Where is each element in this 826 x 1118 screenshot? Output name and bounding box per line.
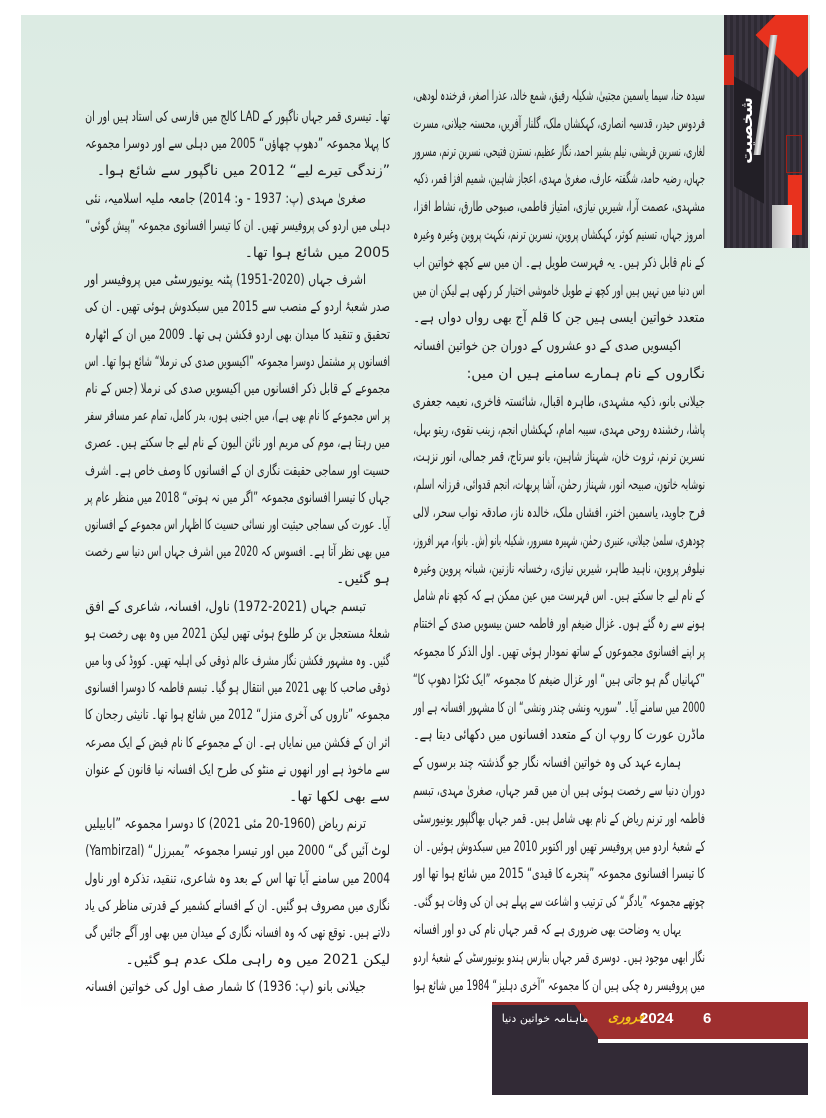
text-line: اس دنیا میں نہیں ہیں اور کچھ نے طویل خاموشی اختیار کر رکھی ہے لیکن ان میں xyxy=(412,282,705,299)
text-line: نگاروں کے نام ہمارے سامنے ہیں ان میں: xyxy=(466,366,705,382)
footer-year: 2024 xyxy=(640,1010,674,1027)
text-line: میں رہتا ہے، موم کی مریم اور نائن الیون کے نام لیے جا سکتے ہیں۔ عصری xyxy=(84,435,390,452)
text-line: 2000 میں سامنے آیا۔ ”سوریہ ونشی چندر ونشی“ ان کا مشہور افسانہ ہے اور xyxy=(413,699,705,716)
footer-magazine-name: ماہنامہ خواتین دنیا xyxy=(501,1012,589,1025)
text-line: کا تیسرا افسانوی مجموعہ ”پنجرے کا قیدی“ 2015 میں شائع ہوا تھا اور xyxy=(413,866,705,883)
footer-divider xyxy=(598,1039,808,1043)
text-line: نوشابہ خاتون، صبیحہ انور، شہناز رحمٰن، آشا پربھات، انجم قدوائی، فرزانہ اسلم، xyxy=(413,477,705,494)
text-line: لغاری، نسرین قریشی، نیلم بشیر احمد، نگار عظیم، نسترن فتیحی، نسرین ترنم، مسرور xyxy=(412,143,705,160)
text-line: مجموعے کے قابل ذکر افسانوں میں اکیسویں صدی کی نرملا (جس کے نام xyxy=(85,381,391,397)
text-line: سے ماخوذ ہے اور انھوں نے منٹو کی طرح ایک افسانہ نیا قانون کے عنوان xyxy=(85,761,391,778)
text-line: پاشا، رخشندہ روحی مہدی، سیبہ امام، کہکشاں انجم، زینب نقوی، ریتو بہل، xyxy=(413,421,705,438)
text-line: ہو گئیں۔ xyxy=(336,571,390,588)
text-line: ”کہانیاں گم ہو جاتی ہیں“ اور غزال ضیغم کا مجموعہ ”ایک ٹکڑا دھوپ کا“ xyxy=(412,671,705,688)
text-line: شعلۂ مستعجل بن کر طلوع ہوئی تھیں لیکن 2021 میں وہ بھی رخصت ہو xyxy=(85,625,390,642)
text-line: متعدد خواتین ایسی ہیں جن کا قلم آج بھی رواں دواں ہے۔ xyxy=(413,310,705,327)
text-line: دہلی میں اردو کی پروفیسر تھیں۔ ان کا تیسرا افسانوی مجموعہ ”پیش گوئی“ xyxy=(85,217,390,234)
text-line: تبسم جہاں (2021-1972) ناول، افسانہ، شاعری کے افق xyxy=(85,598,366,615)
text-line: ماڈرن عورت کا روپ ان کے متعدد افسانوں میں دکھائی دیتا ہے۔ xyxy=(413,727,705,744)
article-column-left xyxy=(85,109,390,1009)
text-line: نگار ابھی موجود ہیں۔ دوسری قمر جہاں بنارس ہندو یونیورسٹی کے شعبۂ اردو xyxy=(413,949,705,966)
page-number: 6 xyxy=(703,1010,712,1027)
text-line: یہاں یہ وضاحت بھی ضروری ہے کہ قمر جہاں نام کی دو اور افسانہ xyxy=(412,922,681,938)
text-line: نسرین ترنم، ثروت خان، شہناز شاہین، بانو سرتاج، قمر جمالی، انور نزہت، xyxy=(412,449,705,466)
text-line: تحقیق و تنقید کا میدان بھی اردو فکشن ہی تھا۔ 2009 میں ان کے اٹھارہ xyxy=(84,326,390,343)
text-line: اشرف جہاں (2020-1951) پٹنہ یونیورسٹی میں پروفیسر اور xyxy=(84,272,366,289)
text-line: کے نام لیے جا سکتے ہیں۔ اس فہرست میں عین ممکن ہے کہ کچھ نام شامل xyxy=(413,588,705,605)
text-line: تھا۔ تیسری قمر جہاں ناگپور کے LAD کالج میں فارسی کی استاد ہیں اور ان xyxy=(85,109,390,125)
text-line: چوتھے مجموعہ ”یادگر“ کی ترتیب و اشاعت سے پہلے ہی ان کی وفات ہو گئی۔ xyxy=(412,894,705,911)
text-line: حسیت اور سماجی حقیقت نگاری ان کے افسانوں کا وصف خاص ہے۔ اشرف xyxy=(85,462,390,479)
text-line: کے نام قابل ذکر ہیں۔ یہ فہرست طویل ہے۔ ان میں سے کچھ خواتین اب xyxy=(413,254,705,271)
text-line: نگاری میں مصروف ہو گئیں۔ ان کے افسانے کشمیر کے قدرتی مناظر کی یاد xyxy=(84,897,391,914)
text-line: ہمارے عہد کی وہ خواتین افسانہ نگار جو گذشتہ چند برسوں کے xyxy=(412,755,681,772)
section-title xyxy=(726,95,766,165)
text-line: کے شعبۂ اردو میں پروفیسر تھیں اور اکتوبر 2010 میں سبکدوش ہوئیں۔ ان xyxy=(413,838,705,855)
text-line: کا پہلا مجموعہ ”دھوپ چھاؤں“ 2005 میں دہلی سے اور دوسرا مجموعہ xyxy=(85,136,390,153)
text-line: جیلانی بانو، ذکیہ مشہدی، طاہرہ اقبال، شائستہ فاخری، نعیمہ جعفری xyxy=(412,393,705,410)
text-line: فاطمہ اور ترنم ریاض کے نام بھی شامل ہیں۔ قمر جہاں بھاگلپور یونیورسٹی xyxy=(413,810,705,827)
text-line: دلاتے ہیں۔ توقع تھی کہ وہ افسانہ نگاری کے میدان میں بھی اور آگے جائیں گی xyxy=(84,925,391,941)
text-line: میں پروفیسر رہ چکی ہیں ان کا مجموعہ ”آخری دہلیز“ 1984 میں شائع ہوا xyxy=(413,977,705,994)
text-line: لیکن 2021 میں وہ راہی ملک عدم ہو گئیں۔ xyxy=(125,952,390,969)
banner-silver-block xyxy=(772,205,792,248)
text-line: لوٹ آئیں گی“ 2000 میں اور تیسرا مجموعہ ”یمبرزل“ (Yambirzal) xyxy=(85,843,390,860)
text-line: پر اپنے افسانوی مجموعوں کے ساتھ نمودار ہوئی تھیں۔ اول الذکر کا مجموعہ xyxy=(413,644,705,660)
text-line: پر اس مجموعے کا نام بھی ہے)، میں اجنبی ہوں، بدر کامل، تمام عمر مسافر سفر xyxy=(84,408,390,425)
text-line: مشہدی، عصمت آرا، شیریں نیازی، امتیاز فاطمی، صبوحی طارق، نشاط افزا، xyxy=(413,199,705,216)
text-line: سے بھی لکھا تھا۔ xyxy=(289,789,390,805)
banner-red-shape xyxy=(756,15,808,77)
text-line: اکیسویں صدی کے دو عشروں کے دوران جن خواتین افسانہ xyxy=(413,338,681,355)
text-line: آیا۔ عورت کی سماجی حیثیت اور نسائی حسیت کا اظہار اس مجموعے کے افسانوں xyxy=(84,517,391,533)
text-line: 2004 میں سامنے آیا تھا اس کے بعد وہ شاعری، تنقید، تذکرہ اور ناول xyxy=(84,870,390,887)
text-line: جیلانی بانو (پ: 1936) کا شمار صف اول کی خواتین افسانہ xyxy=(84,979,366,996)
text-line: ہونے سے رہ گئے ہوں۔ غزال ضیغم اور فاطمہ حسن بیسویں صدی کے اختتام xyxy=(413,616,705,633)
text-line: صدر شعبۂ اردو کے منصب سے 2015 میں سبکدوش ہوئی تھیں۔ ان کی xyxy=(84,299,390,316)
banner-red-outline xyxy=(786,135,802,173)
text-line: فرح جاوید، یاسمین اختر، افشاں ملک، خالدہ ناز، صادقہ نواب سحر، لالی xyxy=(412,505,705,521)
text-line: 2005 میں شائع ہوا تھا۔ xyxy=(244,245,390,261)
text-line: میں بھی نظر آتا ہے۔ افسوس کہ 2020 میں اشرف جہاں اس دنیا سے رخصت xyxy=(85,544,390,561)
text-line: جہاں کا تیسرا افسانوی مجموعہ ”اگر میں نہ ہوتی“ 2018 میں منظر عام پر xyxy=(84,489,390,506)
text-line: دوران دنیا سے رخصت ہوئی ہیں ان میں قمر جہاں، صغریٰ مہدی، تبسم xyxy=(412,783,705,799)
text-line: ذوقی صاحب کا بھی 2021 میں انتقال ہو گیا۔ تبسم فاطمہ کا دوسرا افسانوی xyxy=(84,680,390,697)
article-column-right xyxy=(413,88,705,1008)
text-line: صغریٰ مہدی (پ: 1937 - و: 2014) جامعہ ملیہ اسلامیہ، نئی xyxy=(85,190,366,207)
text-line: ترنم ریاض (1960-20 مئی 2021) کا دوسرا مجموعہ ”ابابیلیں xyxy=(84,816,366,833)
text-line: جہاں، رضیہ حامد، شگفتہ عارف، صغریٰ مہدی، اعجاز شاہین، شمیم افزا قمر، ذکیہ xyxy=(413,171,705,188)
section-title-text: شخصیت xyxy=(736,96,756,164)
text-line: مجموعہ ”تاروں کی آخری منزل“ 2012 میں شائع ہوا تھا۔ تانیثی رجحان کا xyxy=(84,707,390,724)
text-line: نیلوفر پروین، ناہید طاہر، شیریں نیازی، رخسانہ نازنین، شبانہ پروین وغیرہ xyxy=(413,560,705,577)
footer-month: فروری xyxy=(608,1010,645,1025)
text-line: ”زندگی تیرے لیے“ 2012 میں ناگپور سے شائع ہوا۔ xyxy=(96,163,390,180)
text-line: چودھری، سلمیٰ جیلانی، عنبری رحمٰن، شہیرہ مسرور، شکیلہ بانو (ش۔ بانو)، مہر افروز، xyxy=(412,532,705,549)
text-line: فردوس حیدر، قدسیہ انصاری، کہکشاں ملک، گلنار آفریں، محسنہ جیلانی، مسرت xyxy=(413,115,705,132)
text-line: امروز جہاں، تسنیم کوثر، کہکشاں پروین، نسرین ترنم، نکہت پروین وغیرہ وغیرہ xyxy=(413,227,705,243)
text-line: افسانوں پر مشتمل دوسرا مجموعہ ”اکیسویں صدی کی نرملا“ شائع ہوا تھا۔ اس xyxy=(84,353,390,370)
banner-red-shape xyxy=(724,55,734,85)
text-line: گئیں۔ وہ مشہور فکشن نگار مشرف عالم ذوقی کی اہلیہ تھیں۔ کووڈ کی وبا میں xyxy=(85,653,390,669)
text-line: اثر ان کے فکشن میں نمایاں ہے۔ ان کے مجموعے کا نام فیض کے ایک مصرعہ xyxy=(85,734,391,751)
text-line: سیدہ حنا، سیما یاسمین مجتبیٰ، شکیلہ رفیق، شمع خالد، عذرا اصغر، فرخندہ لودھی، xyxy=(413,88,705,104)
